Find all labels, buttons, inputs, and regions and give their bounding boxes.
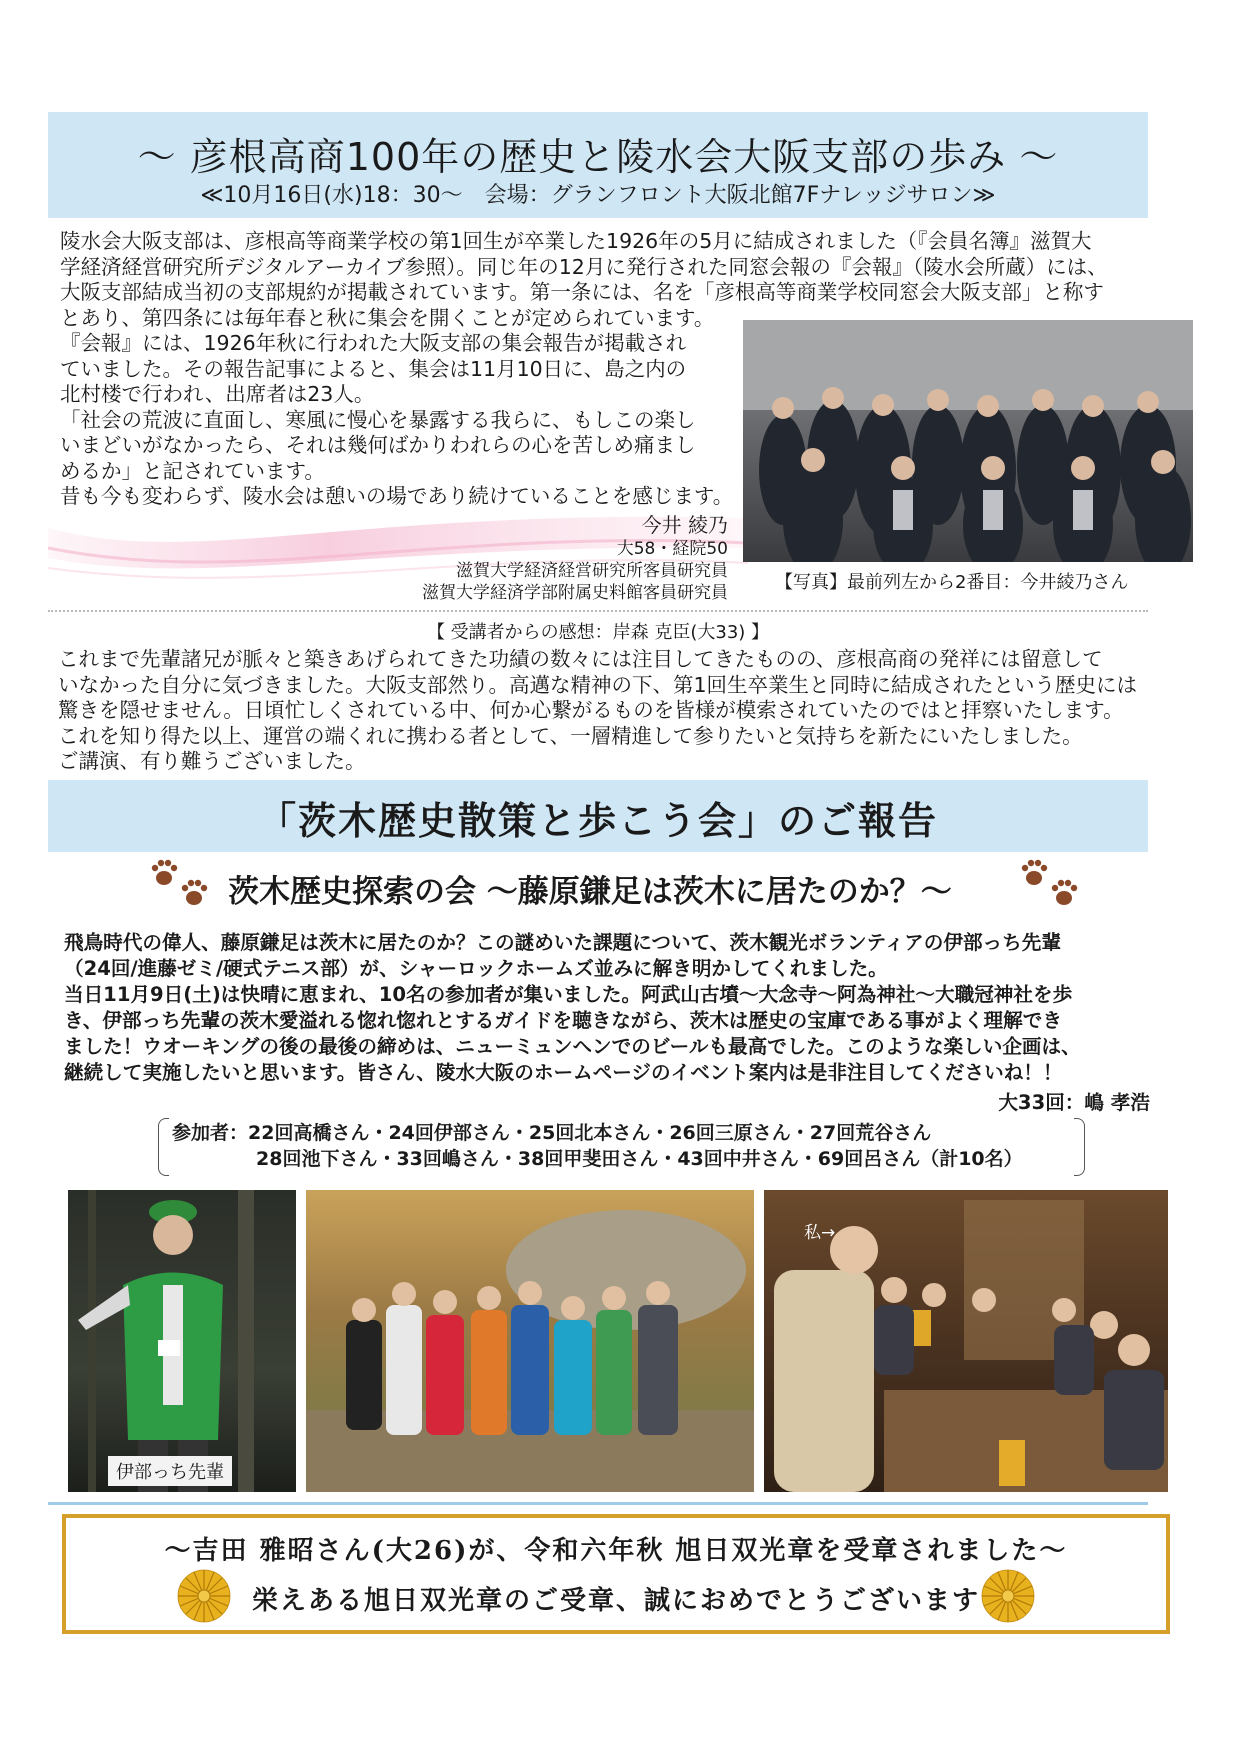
section1-line: ていました。その報告記事によると、集会は11月10日に、島之内の — [60, 356, 687, 381]
participants-line-1: 参加者：22回高橋さん・24回伊部さん・25回北本さん・26回三原さん・27回荒谷さん — [172, 1122, 932, 1144]
award-line-2: 栄えある旭日双光章のご受章、誠におめでとうございます — [251, 1586, 980, 1616]
hiking-group-photo — [306, 1190, 754, 1492]
section1-title: ～ 彦根高商100年の歴史と陵水会大阪支部の歩み ～ — [137, 135, 1059, 179]
section2-line: き、伊部っち先輩の茨木愛溢れる惚れ惚れとするガイドを聴きながら、茨木は歴史の宝庫である事がよく理解でき — [64, 1009, 1062, 1032]
section1-line: とあり、第四条には毎年春と秋に集会を開くことが定められています。 — [60, 305, 715, 330]
impression-line: ご講演、有り難うございました。 — [58, 749, 366, 773]
section2-line: （24回/進藤ゼミ/硬式テニス部）が、シャーロックホームズ並みに解き明かしてくれました。 — [64, 957, 888, 980]
section1-line: めるか」と記されています。 — [60, 458, 325, 483]
section1-line: 陵水会大阪支部は、彦根高等商業学校の第1回生が卒業した1926年の5月に結成されました（『会員名簿』滋賀大 — [60, 229, 1092, 253]
author-role-2: 滋賀大学経済学部附属史料館客員研究員 — [422, 583, 728, 603]
author-role-1: 滋賀大学経済経営研究所客員研究員 — [456, 561, 728, 581]
paw-print-icon — [1020, 858, 1084, 912]
section1-line: いまどいがなかったら、それは幾何ばかりわれらの心を苦しめ痛まし — [60, 433, 696, 457]
separator-dotted — [48, 610, 1148, 612]
award-announcement-box — [62, 1514, 1170, 1634]
section1-line: 大阪支部結成当初の支部規約が掲載されています。第一条には、名を「彦根高等商業学校同窓会大阪支部」と称す — [60, 280, 1104, 304]
section2-signature: 大33回：嶋 孝浩 — [998, 1091, 1150, 1114]
meeting-group-photo — [743, 320, 1193, 562]
participants-bracket-left — [158, 1118, 169, 1176]
impression-line: 驚きを隠せません。日頃忙しくされている中、何か心繋がるものを皆様が模索されていたのではと拝察いたします。 — [58, 698, 1124, 722]
participants-bracket-right — [1074, 1118, 1085, 1176]
impression-line: これまで先輩諸兄が脈々と築きあげられてきた功績の数々には注目してきたものの、彦根高商の発祥には留意して — [58, 647, 1103, 671]
section1-line: 「社会の荒波に直面し、寒風に慢心を暴露する我らに、もしこの楽し — [60, 407, 696, 432]
section1-line: 『会報』には、1926年秋に行われた大阪支部の集会報告が掲載され — [60, 331, 687, 355]
impression-line: いなかった自分に気づきました。大阪支部然り。高邁な精神の下、第1回生卒業生と同時に結成されたという歴史には — [58, 672, 1138, 697]
award-top-rule — [48, 1502, 1148, 1505]
section2-banner — [48, 780, 1148, 852]
paw-print-icon — [150, 858, 214, 912]
author-name: 今井 綾乃 — [641, 513, 728, 537]
author-class: 大58・経院50 — [616, 539, 728, 559]
me-arrow-label: 私→ — [804, 1223, 836, 1243]
guide-photo-label: 伊部っち先輩 — [108, 1456, 232, 1486]
participants-line-2: 28回池下さん・33回嶋さん・38回甲斐田さん・43回中井さん・69回呂さん（計10名） — [256, 1148, 1023, 1170]
section1-line: 昔も今も変わらず、陵水会は憩いの場であり続けていることを感じます。 — [60, 484, 734, 508]
section1-subtitle: ≪10月16日(水)18：30～ 会場：グランフロント大阪北館7Fナレッジサロン≫ — [200, 183, 996, 208]
section1-line: 北村楼で行われ、出席者は23人。 — [60, 382, 375, 406]
section2-line: 飛鳥時代の偉人、藤原鎌足は茨木に居たのか？この謎めいた課題について、茨木観光ボランティアの伊部っち先輩 — [64, 931, 1061, 954]
section2-line: ました！ウオーキングの後の最後の締めは、ニューミュンヘンでのビールも最高でした。このような楽しい企画は、 — [64, 1035, 1081, 1058]
impression-heading: 【 受講者からの感想：岸森 克臣(大33) 】 — [426, 622, 770, 643]
section2-subtitle: 茨木歴史探索の会 ～藤原鎌足は茨木に居たのか？～ — [228, 874, 952, 910]
award-line-1: ～吉田 雅昭さん(大26)が、令和六年秋 旭日双光章を受章されました～ — [164, 1536, 1068, 1566]
impression-line: これを知り得た以上、運営の端くれに携わる者として、一層精進して参りたいと気持ちを新たにいたしました。 — [58, 723, 1083, 748]
section2-line: 当日11月9日(土)は快晴に恵まれ、10名の参加者が集いました。阿武山古墳～大念寺～阿為神社～大職冠神社を歩 — [64, 983, 1073, 1006]
section2-body — [64, 930, 1081, 1086]
impression-body — [58, 647, 1137, 775]
author-signature — [330, 512, 728, 604]
section1-banner — [48, 112, 1148, 218]
section2-line: 継続して実施したいと思います。皆さん、陵水大阪のホームページのイベント案内は是非注目してくださいね！！ — [64, 1061, 1063, 1084]
meeting-photo-caption: 【写真】最前列左から2番目：今井綾乃さん — [775, 572, 1129, 593]
chrysanthemum-crest-icon — [980, 1568, 1036, 1624]
guide-photo — [68, 1190, 296, 1492]
beer-party-photo — [764, 1190, 1168, 1492]
section1-line: 学経済経営研究所デジタルアーカイブ参照）。同じ年の12月に発行された同窓会報の『会報』（陵水会所蔵）には、 — [60, 254, 1108, 279]
section2-title: 「茨木歴史散策と歩こう会」のご報告 — [257, 799, 938, 843]
